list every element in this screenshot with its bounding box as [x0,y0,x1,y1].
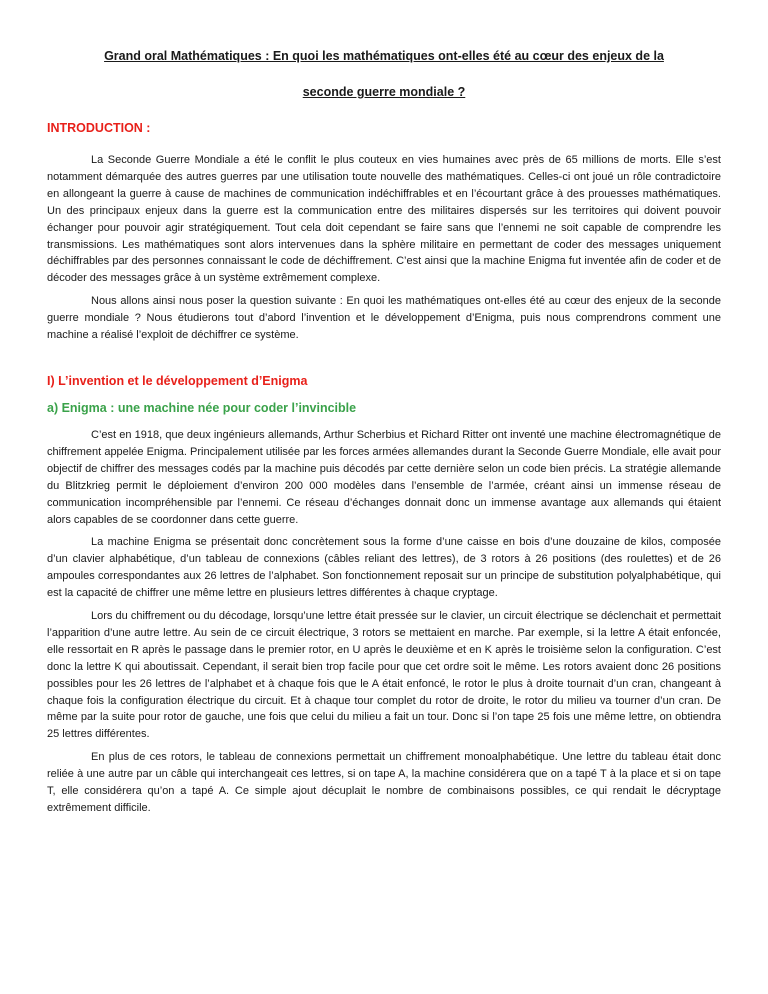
intro-paragraph-2: Nous allons ainsi nous poser la question suivante : En quoi les mathématiques ont-elles été au cœur des enjeux de la seconde guerre mondiale ? Nous étudierons tout d’abord l’invention et le développement d’Enigma, puis nous comprendrons comment une machine a réalisé l’exploit de déchiffrer ce système. [47,295,721,342]
intro-paragraph-1: La Seconde Guerre Mondiale a été le conflit le plus couteux en vies humaines avec près de 65 millions de morts. Elle s’est notamment démarquée des autres guerres par une utilisation toute nouvelle des mathématiques. Celles-ci ont joué un rôle contradictoire en allongeant la guerre à cause de machines de communication indéchiffrables et en l’écourtant grâce à des prouesses mathématiques. Un des principaux enjeux dans la guerre est la communication entre des militaires dispersés sur les territoires qui doivent pouvoir échanger pour pouvoir agir stratégiquement. Tout cela doit cependant se faire sans que l’ennemi ne soit capable de comprendre les transmissions. Les mathématiques sont alors intervenues dans la sphère militaire en permettant de coder des messages uniquement déchiffrables par des personnes connaissant le code de déchiffrement. C’est ainsi que la machine Enigma fut inventée afin de coder et de décoder des messages grâce à un système extrêmement complexe. [47,154,721,285]
document-title [47,38,721,110]
subsection-a-paragraph-2: La machine Enigma se présentait donc concrètement sous la forme d’une caisse en bois d’une douzaine de kilos, composée d’un clavier alphabétique, d’un tableau de connexions (câbles reliant des lettres), de 3 rotors à 26 positions (des roulettes) et de 26 ampoules correspondantes aux 26 lettres de l’alphabet. Son fonctionnement reposait sur un principe de substitution polyalphabétique, qui est la capacité de chiffrer une même lettre en plusieurs lettres différentes à chaque cryptage. [47,536,721,600]
subsection-a-paragraph-3: Lors du chiffrement ou du décodage, lorsqu’une lettre était pressée sur le clavier, un circuit électrique se déclenchait et permettait l’apparition d’une autre lettre. Au sein de ce circuit électrique, 3 rotors se mettaient en marche. Par exemple, si la lettre A était enfoncée, elle ressortait en R après le passage dans le premier rotor, en U après le deuxième et en K après le troisième selon la configuration. C’est donc la lettre K qui aboutissait. Cependant, il serait bien trop facile pour que cet ordre soit le même. Les rotors avaient donc 26 positions possibles pour les 26 lettres de l’alphabet et à chaque fois que le A était enfoncé, le rotor le plus à droite tournait d’un cran, changeant à chaque fois la configuration électrique du circuit. Et à chaque tour complet du rotor de droite, le rotor du milieu va tourner d’un cran. De même par la suite pour rotor de gauche, une fois que celui du milieu a fait un tour. Donc si l’on tape 25 fois une même lettre, on obtiendra 25 lettres différentes. [47,610,721,741]
subsection-a-paragraph-1: C’est en 1918, que deux ingénieurs allemands, Arthur Scherbius et Richard Ritter ont inventé une machine électromagnétique de chiffrement appelée Enigma. Principalement utilisée par les forces armées allemandes durant la Seconde Guerre Mondiale, elle avait pour objectif de chiffrer des messages codés par la machine puis décodés par cette dernière selon un code bien précis. La stratégie allemande du Blitzkrieg permit le déploiement d’environ 200 000 modèles dans l’ensemble de l’armée, créant ainsi un immense réseau de communication incompréhensible par l’ennemi. Ce réseau d’échanges donnait donc un immense avantage aux allemands qui étaient alors capables de se coordonner dans cette guerre. [47,428,721,526]
title-line-2: seconde guerre mondiale ? [302,85,466,99]
title-line-1: Grand oral Mathématiques : En quoi les mathématiques ont-elles été au cœur des enjeux de la [104,49,664,63]
introduction-heading: INTRODUCTION : [47,121,151,135]
subsection-a-heading: a) Enigma : une machine née pour coder l’invincible [47,400,357,415]
part-1-heading: I) L’invention et le développement d’Enigma [47,373,308,388]
subsection-a-paragraph-4: En plus de ces rotors, le tableau de connexions permettait un chiffrement monoalphabétique. Une lettre du tableau était donc reliée à une autre par un câble qui interchangeait ces lettres, si on tape A, la machine considérera que on a tapé T à la place et si on tape T, elle considérera qu’on a tapé A. Ce simple ajout décuplait le nombre de combinaisons possibles, ce qui rendait le décryptage extrêmement difficile. [47,751,721,814]
